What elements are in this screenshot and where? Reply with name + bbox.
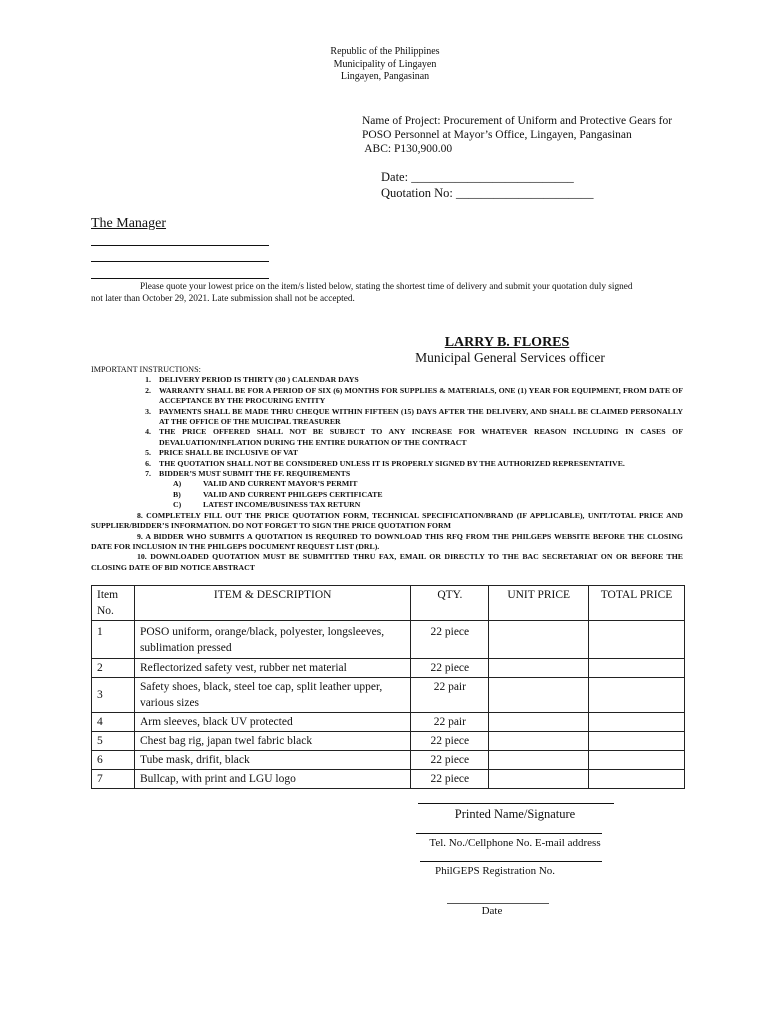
project-abc: ABC: P130,900.00 bbox=[362, 143, 453, 155]
item-quantity: 22 piece bbox=[411, 770, 489, 789]
table-row bbox=[92, 713, 685, 732]
total-price-cell[interactable] bbox=[589, 751, 685, 770]
item-description: Reflectorized safety vest, rubber net material bbox=[134, 659, 410, 678]
date-line[interactable] bbox=[447, 903, 549, 904]
letterhead-line-2: Municipality of Lingayen bbox=[333, 58, 437, 70]
item-number: 7 bbox=[92, 770, 135, 789]
contact-line[interactable] bbox=[416, 833, 602, 834]
instruction-item: 3. PAYMENTS SHALL BE MADE THRU CHEQUE WITHIN FIFTEEN (15) DAYS AFTER THE DELIVERY, AND SHALL BE CLAIMED PERSONALLY AT THE OFFICE OF THE MUICIPAL TREASURER bbox=[145, 406, 683, 427]
contact-label: Tel. No./Cellphone No. E-mail address bbox=[429, 837, 601, 849]
item-description: Chest bag rig, japan twel fabric black bbox=[134, 732, 410, 751]
total-price-cell[interactable] bbox=[589, 713, 685, 732]
signatory-name: LARRY B. FLORES bbox=[444, 335, 570, 350]
instruction-item: 2. WARRANTY SHALL BE FOR A PERIOD OF SIX (6) MONTHS FOR SUPPLIES & MATERIALS, ONE (1) YEAR FOR EQUIPMENT, FROM DATE OF ACCEPTANCE BY THE PROCURING ENTITY bbox=[145, 385, 683, 406]
item-number: 6 bbox=[92, 751, 135, 770]
table-header-row bbox=[92, 586, 685, 621]
letterhead-line-3: Lingayen, Pangasinan bbox=[340, 71, 430, 82]
philgeps-line[interactable] bbox=[420, 861, 602, 862]
instruction-item: 1. DELIVERY PERIOD IS THIRTY (30 ) CALENDAR DAYS bbox=[145, 375, 359, 385]
item-quantity: 22 piece bbox=[411, 732, 489, 751]
date-label: Date bbox=[481, 905, 503, 917]
unit-price-cell[interactable] bbox=[489, 678, 589, 713]
printed-name-label: Printed Name/Signature bbox=[454, 807, 576, 821]
item-description: POSO uniform, orange/black, polyester, longsleeves, sublimation pressed bbox=[134, 621, 410, 659]
requirement-item: C) LATEST INCOME/BUSINESS TAX RETURN bbox=[173, 500, 361, 510]
addressee-heading: The Manager bbox=[91, 216, 167, 231]
total-price-cell[interactable] bbox=[589, 678, 685, 713]
unit-price-cell[interactable] bbox=[489, 732, 589, 751]
item-quantity: 22 piece bbox=[411, 751, 489, 770]
item-number: 2 bbox=[92, 659, 135, 678]
signatory-title: Municipal General Services officer bbox=[415, 350, 605, 365]
item-description: Arm sleeves, black UV protected bbox=[134, 713, 410, 732]
header-unit-price: UNIT PRICE bbox=[489, 586, 589, 621]
table-row bbox=[92, 621, 685, 659]
address-line-2 bbox=[91, 261, 269, 262]
total-price-cell[interactable] bbox=[589, 732, 685, 751]
item-number: 5 bbox=[92, 732, 135, 751]
address-line-1 bbox=[91, 245, 269, 246]
philgeps-label: PhilGEPS Registration No. bbox=[434, 865, 556, 877]
item-quantity: 22 pair bbox=[411, 678, 489, 713]
important-instructions bbox=[91, 365, 683, 573]
date-field[interactable]: Date: __________________________ bbox=[381, 170, 574, 184]
item-quantity: 22 piece bbox=[411, 621, 489, 659]
item-description: Tube mask, drifit, black bbox=[134, 751, 410, 770]
instruction-item: 5. PRICE SHALL BE INCLUSIVE OF VAT bbox=[145, 448, 299, 458]
item-number: 4 bbox=[92, 713, 135, 732]
instruction-item-9: 9. A BIDDER WHO SUBMITS A QUOTATION IS REQUIRED TO DOWNLOAD THIS RFQ FROM THE PHILGEPS WEBSITE BEFORE THE CLOSING DATE FOR INCLUSION IN THE PHILGEPS DOCUMENT REQUEST LIST (DRL). bbox=[91, 531, 683, 551]
request-line-1: Please quote your lowest price on the item/s listed below, stating the shortest time of delivery and submit your quotation duly signed bbox=[140, 282, 633, 292]
instruction-item: 6. THE QUOTATION SHALL NOT BE CONSIDERED UNLESS IT IS PROPERLY SIGNED BY THE AUTHORIZED REPRESENTATIVE. bbox=[145, 458, 625, 468]
project-info bbox=[362, 114, 672, 156]
table-row bbox=[92, 732, 685, 751]
item-description: Safety shoes, black, steel toe cap, split leather upper, various sizes bbox=[134, 678, 410, 713]
request-paragraph bbox=[91, 281, 681, 305]
table-row bbox=[92, 751, 685, 770]
header-qty: QTY. bbox=[411, 586, 489, 621]
letterhead bbox=[0, 46, 770, 84]
unit-price-cell[interactable] bbox=[489, 770, 589, 789]
request-line-2: not later than October 29, 2021. Late submission shall not be accepted. bbox=[91, 294, 355, 304]
instructions-label: IMPORTANT INSTRUCTIONS: bbox=[91, 365, 201, 374]
requirement-item: A) VALID AND CURRENT MAYOR’S PERMIT bbox=[173, 479, 358, 489]
instruction-item: 4. THE PRICE OFFERED SHALL NOT BE SUBJECT TO ANY INCREASE FOR WHATEVER REASON INCLUDING IN CASES OF DEVALUATION/INFLATION DURING THE ENTIRE DURATION OF THE CONTRACT bbox=[145, 427, 683, 447]
project-name-line-1: Name of Project: Procurement of Uniform and Protective Gears for bbox=[362, 115, 673, 127]
total-price-cell[interactable] bbox=[589, 770, 685, 789]
signature-line[interactable] bbox=[418, 803, 614, 804]
item-quantity: 22 piece bbox=[411, 659, 489, 678]
address-line-3 bbox=[91, 278, 269, 279]
instruction-item-10: 10. DOWNLOADED QUOTATION MUST BE SUBMITTED THRU FAX, EMAIL OR DIRECTLY TO THE BAC SECRETARIAT ON OR BEFORE THE CLOSING DATE OF BID NOTICE ABSTRACT bbox=[91, 552, 683, 572]
total-price-cell[interactable] bbox=[589, 659, 685, 678]
instruction-item-8: 8. COMPLETELY FILL OUT THE PRICE QUOTATION FORM, TECHNICAL SPECIFICATION/BRAND (IF APPLICABLE), UNIT/TOTAL PRICE AND SUPPLIER/BIDDER’S INFORMATION. DO NOT FORGET TO SIGN THE PRICE QUOTATION FORM bbox=[91, 510, 683, 531]
table-row bbox=[92, 659, 685, 678]
unit-price-cell[interactable] bbox=[489, 713, 589, 732]
letterhead-line-1: Republic of the Philippines bbox=[330, 46, 440, 57]
quotation-number-field[interactable]: Quotation No: ______________________ bbox=[381, 186, 594, 200]
requirement-item: B) VALID AND CURRENT PHILGEPS CERTIFICATE bbox=[173, 489, 383, 499]
header-description: ITEM & DESCRIPTION bbox=[134, 586, 410, 621]
unit-price-cell[interactable] bbox=[489, 659, 589, 678]
header-total-price: TOTAL PRICE bbox=[589, 586, 685, 621]
table-row bbox=[92, 678, 685, 713]
unit-price-cell[interactable] bbox=[489, 751, 589, 770]
item-number: 1 bbox=[92, 621, 135, 659]
item-description: Bullcap, with print and LGU logo bbox=[134, 770, 410, 789]
item-number: 3 bbox=[92, 678, 135, 713]
total-price-cell[interactable] bbox=[589, 621, 685, 659]
instruction-item: 7. BIDDER’S MUST SUBMIT THE FF. REQUIREMENTS bbox=[145, 469, 351, 479]
table-row bbox=[92, 770, 685, 789]
header-item-no: Item No. bbox=[92, 586, 135, 621]
item-quantity: 22 pair bbox=[411, 713, 489, 732]
unit-price-cell[interactable] bbox=[489, 621, 589, 659]
quotation-table bbox=[91, 585, 685, 789]
project-name-line-2: POSO Personnel at Mayor’s Office, Lingayen, Pangasinan bbox=[362, 129, 632, 141]
